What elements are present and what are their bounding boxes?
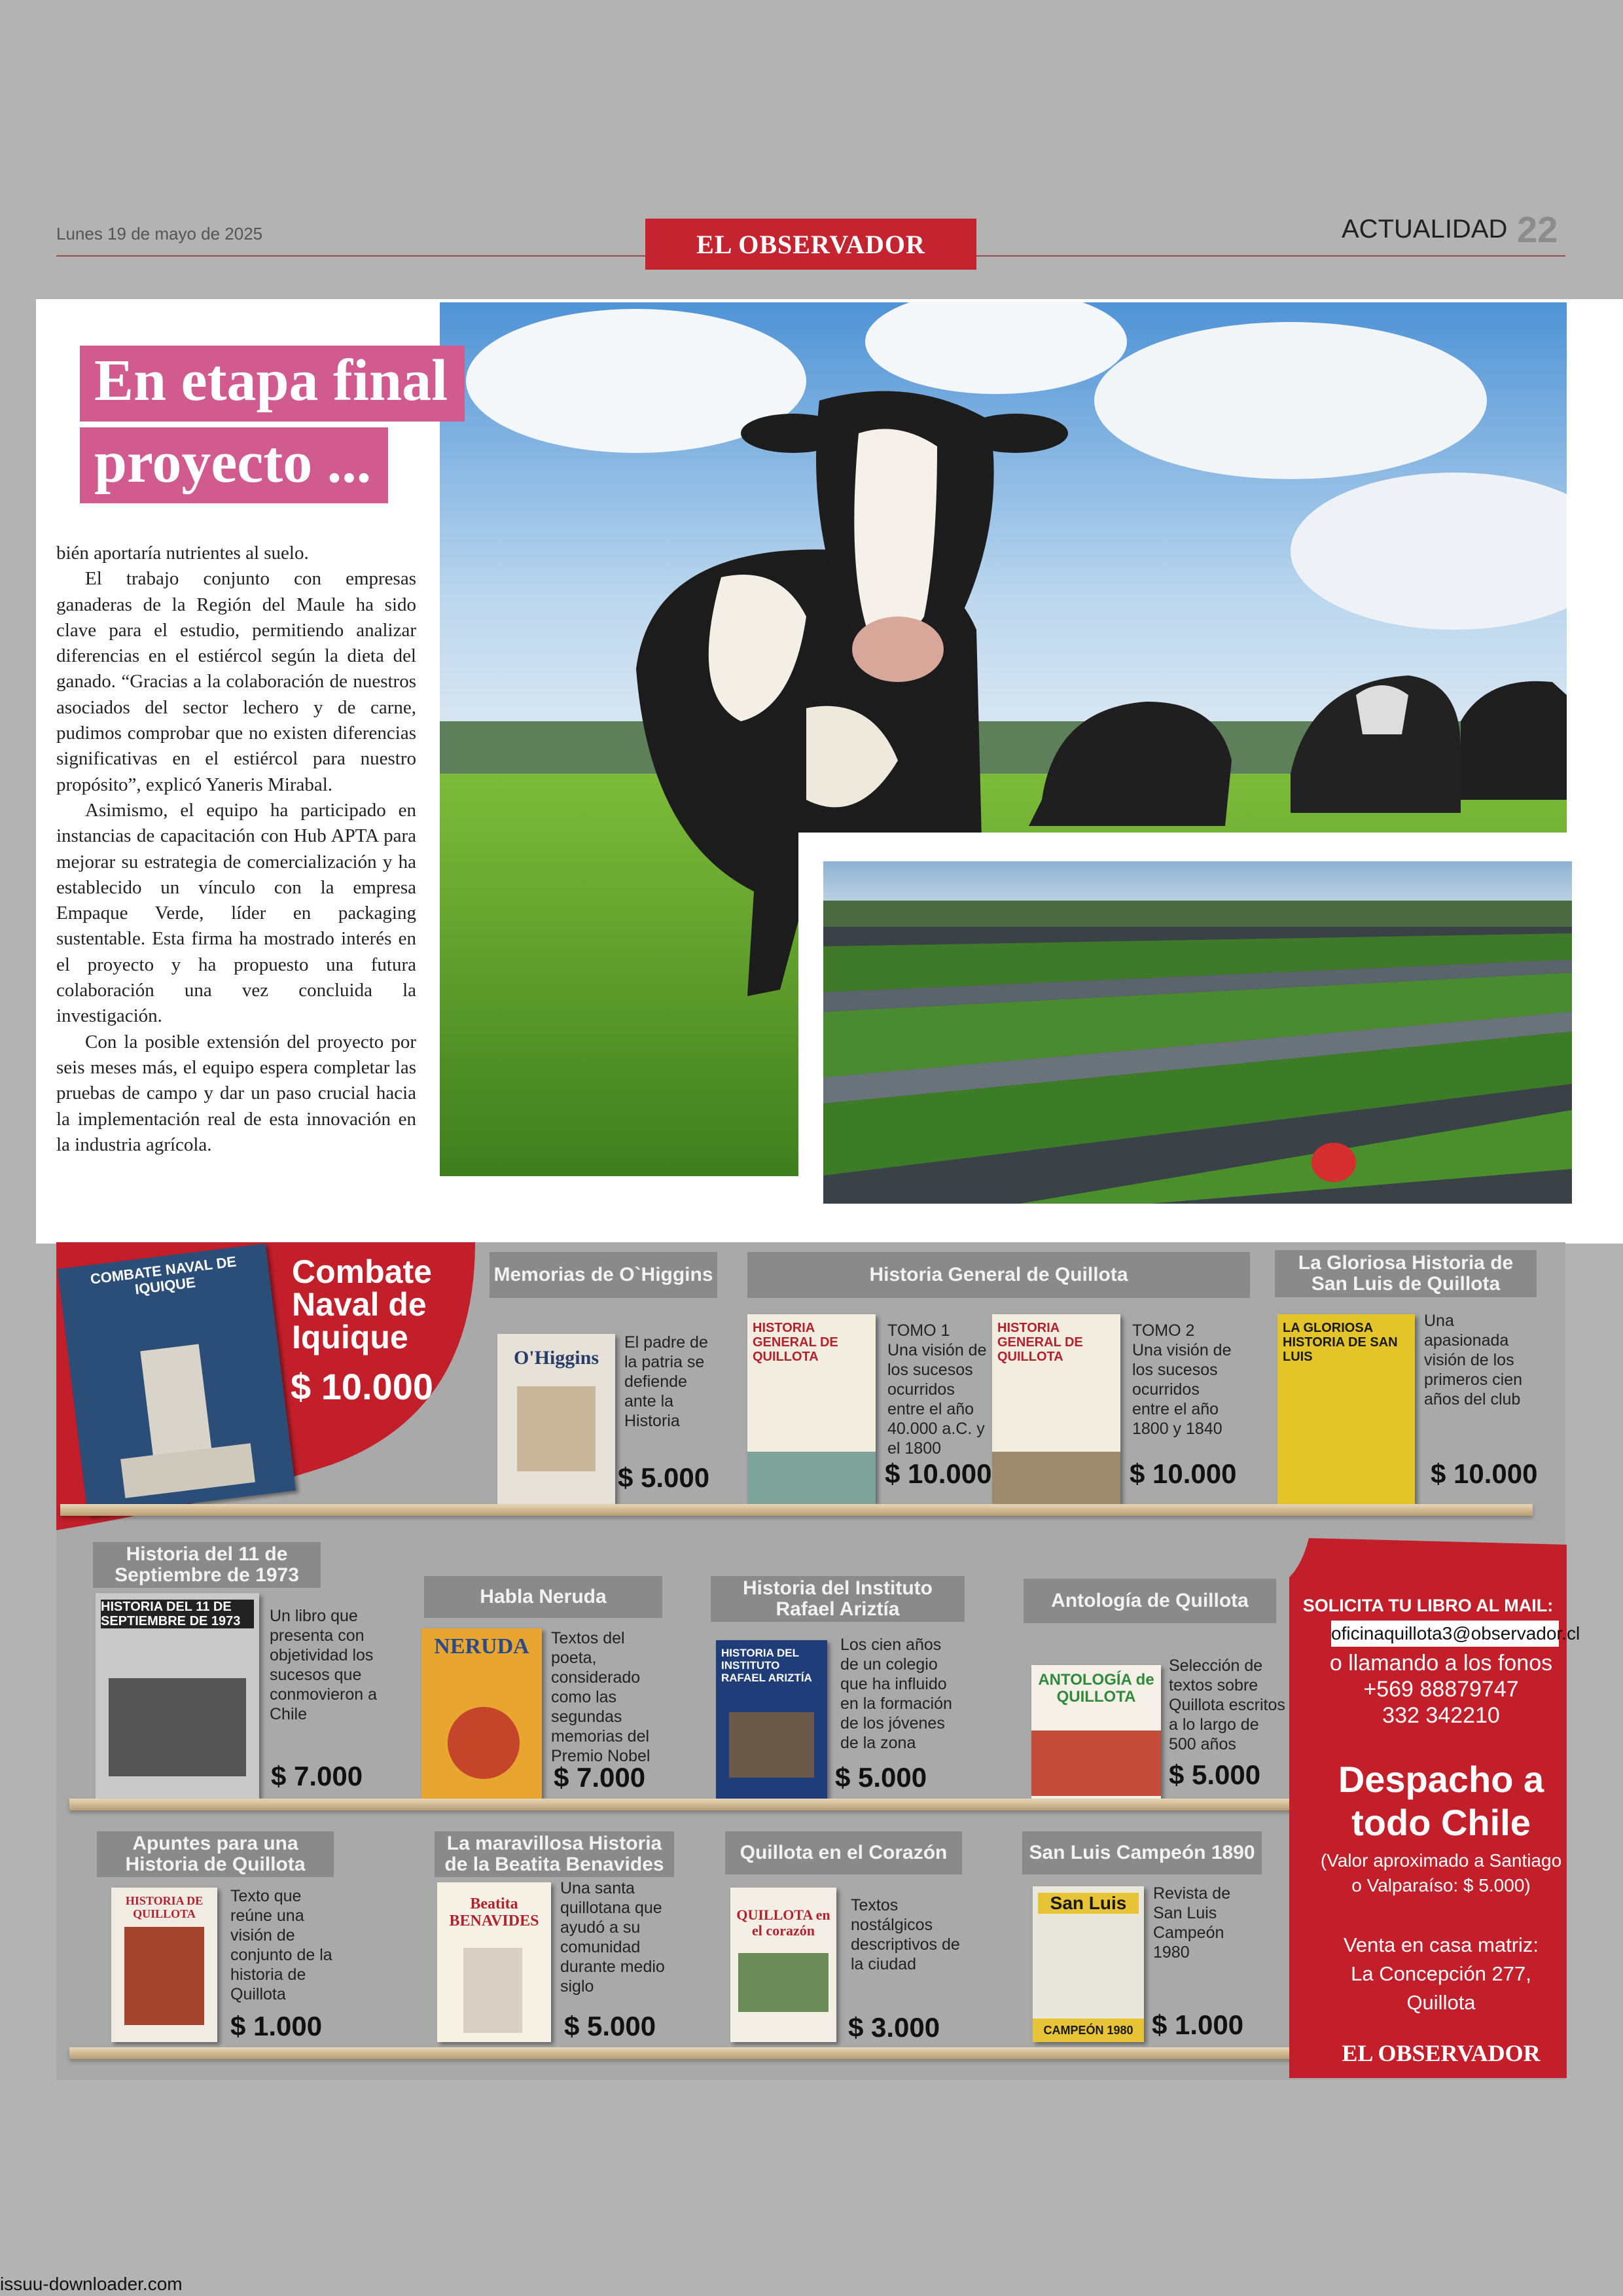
- article-body: [56, 541, 416, 1158]
- book-cover: HISTORIA DEL 11 DE SEPTIEMBRE DE 1973: [96, 1593, 259, 1799]
- book-price: $ 5.000: [564, 2011, 656, 2041]
- order-instructions: SOLICITA TU LIBRO AL MAIL:: [1302, 1596, 1554, 1615]
- book-cover: ANTOLOGÍA de QUILLOTA: [1031, 1665, 1161, 1799]
- shipping-heading: [1315, 1758, 1567, 1844]
- book-description: Una visión de los sucesos ocurridos entre el año 1800 y 1840: [1132, 1341, 1232, 1438]
- book-description: Textos del poeta, considerado como las segundas memorias del Premio Nobel: [551, 1629, 651, 1765]
- book-cover: San Luis CAMPEÓN 1980: [1033, 1886, 1144, 2042]
- book-cover: O'Higgins: [497, 1334, 615, 1504]
- book-cover: HISTORIA GENERAL DE QUILLOTA: [992, 1314, 1120, 1504]
- headline-line-2: proyecto ...: [80, 427, 388, 503]
- book-description: Texto que reúne una visión de conjunto de la historia de Quillota: [230, 1887, 332, 2003]
- featured-title-line-2: Naval de: [292, 1286, 427, 1323]
- book-title-line-1: Historia del 11 de: [126, 1543, 288, 1565]
- book-price: $ 3.000: [848, 2012, 940, 2043]
- featured-title: [292, 1255, 432, 1354]
- book-price: $ 5.000: [835, 1762, 927, 1793]
- shelf: [60, 1504, 1533, 1516]
- order-phone-intro: o llamando a los fonos: [1329, 1651, 1553, 1676]
- store-info-line-1: Venta en casa matriz:: [1343, 1933, 1539, 1956]
- book-title-line-1: La maravillosa Historia: [446, 1833, 662, 1854]
- book-cover: NERUDA: [421, 1628, 542, 1799]
- book-title-line-2: de la Beatita Benavides: [444, 1854, 664, 1875]
- shipping-note-line-1: (Valor aproximado a Santiago: [1320, 1850, 1562, 1871]
- paragraph: El trabajo conjunto con empresas ganaderas de la Región del Maule ha sido clave para el estudio, permitiendo analizar diferencias en el estiércol según la dieta del ganado. “Gracias a la colaboración de nuestros asociados del sector lechero y de carne, pudimos comprobar que no existen diferencias significativas en el estiércol para nuestro propósito”, explicó Yaneris Mirabal.: [56, 568, 416, 795]
- book-description: Una santa quillotana que ayudó a su comunidad durante medio siglo: [560, 1879, 665, 1996]
- paragraph: Con la posible extensión del proyecto por seis meses más, el equipo espera completar las pruebas de campo y dar un paso crucial hacia la implementación real de esta innovación en la industria agrícola.: [56, 1031, 416, 1155]
- headline-line-1: En etapa final: [80, 346, 465, 422]
- book-price: $ 5.000: [1169, 1759, 1261, 1790]
- book-title: Memorias de O`Higgins: [490, 1252, 717, 1298]
- shipping-heading-line-1: Despacho a: [1338, 1759, 1544, 1800]
- headline: [80, 346, 465, 509]
- book-cover: QUILLOTA en el corazón: [730, 1888, 836, 2042]
- store-info-line-3: Quillota: [1406, 1991, 1476, 2014]
- book-price: $ 1.000: [230, 2011, 323, 2041]
- cover-subtitle: CAMPEÓN 1980: [1033, 2018, 1144, 2042]
- book-title-line-2: Septiembre de 1973: [115, 1564, 299, 1586]
- book-cover: Beatita BENAVIDES: [437, 1882, 551, 2042]
- book-description: Textos nostálgicos descriptivos de la ciudad: [851, 1896, 960, 1973]
- book-title: [435, 1831, 674, 1877]
- book-description: Una apasionada visión de los primeros cien años del club: [1424, 1312, 1523, 1408]
- featured-title-line-1: Combate: [292, 1253, 432, 1290]
- book-description: Una visión de los sucesos ocurridos entre el año 40.000 a.C. y el 1800: [887, 1341, 987, 1458]
- shipping-heading-line-2: todo Chile: [1351, 1802, 1531, 1843]
- book-cover: HISTORIA GENERAL DE QUILLOTA: [747, 1314, 876, 1504]
- shipping-note-line-2: o Valparaíso: $ 5.000): [1351, 1875, 1531, 1895]
- book-title-line-1: Apuntes para una: [132, 1833, 298, 1854]
- book-title: San Luis Campeón 1890: [1022, 1831, 1262, 1874]
- book-price: $ 7.000: [271, 1761, 363, 1791]
- paragraph: Asimismo, el equipo ha participado en instancias de capacitación con Hub APTA para mejorar su estrategia de comercialización y ha establecido un vínculo con la empresa Empaque Verde, líder en packaging sustentable. Esta firma ha mostrado interés en el proyecto y ha propuesto una futura colaboración una vez concluida la investigación.: [56, 799, 416, 1027]
- book-price: $ 7.000: [554, 1762, 646, 1793]
- shelf: [69, 1799, 1300, 1810]
- featured-price: $ 10.000: [291, 1366, 433, 1407]
- book-title-line-2: San Luis de Quillota: [1311, 1273, 1501, 1295]
- book-title-line-2: Rafael Ariztía: [776, 1598, 900, 1620]
- book-cover: HISTORIA DEL INSTITUTO RAFAEL ARIZTÍA: [716, 1640, 827, 1799]
- store-info: [1315, 1931, 1567, 2017]
- book-title-line-1: Historia del Instituto: [742, 1577, 933, 1599]
- order-email: oficinaquillota3@observador.cl: [1331, 1621, 1559, 1647]
- book-title: Quillota en el Corazón: [725, 1831, 962, 1874]
- book-title: [93, 1542, 321, 1588]
- order-phone-1: +569 88879747: [1363, 1677, 1519, 1702]
- book-title: Historia General de Quillota: [747, 1252, 1250, 1298]
- book-price: $ 10.000: [1130, 1458, 1237, 1489]
- masthead: EL OBSERVADOR: [645, 219, 976, 270]
- book-description: El padre de la patria se defiende ante la Historia: [624, 1333, 708, 1430]
- book-description: Selección de textos sobre Quillota escritos a lo largo de 500 años: [1169, 1657, 1285, 1753]
- book-description: Los cien años de un colegio que ha influido en la formación de los jóvenes de la zona: [840, 1636, 952, 1752]
- book-cover: HISTORIA DE QUILLOTA: [111, 1888, 217, 2042]
- page-number: 22: [1517, 209, 1558, 250]
- book-price: $ 5.000: [618, 1462, 710, 1493]
- section-name: ACTUALIDAD: [1342, 215, 1508, 243]
- paragraph: bién aportaría nutrientes al suelo.: [56, 543, 309, 564]
- featured-book-cover: COMBATE NAVAL DE IQUIQUE: [58, 1244, 296, 1516]
- store-info-line-2: La Concepción 277,: [1351, 1962, 1531, 1985]
- book-title: [97, 1831, 334, 1877]
- book-description: Revista de San Luis Campeón 1980: [1153, 1884, 1231, 1962]
- book-subtitle: TOMO 2: [1132, 1321, 1195, 1340]
- book-title-line-2: Historia de Quillota: [125, 1854, 306, 1875]
- book-title: [711, 1576, 965, 1622]
- shipping-note: [1315, 1848, 1567, 1898]
- book-subtitle: TOMO 1: [887, 1321, 950, 1340]
- featured-title-line-3: Iquique: [292, 1319, 408, 1355]
- book-price: $ 10.000: [1431, 1458, 1538, 1489]
- book-description: Un libro que presenta con objetividad los sucesos que conmovieron a Chile: [270, 1607, 377, 1723]
- strawberry-field-photo: [823, 861, 1572, 1204]
- book-title: Antología de Quillota: [1024, 1579, 1276, 1623]
- book-title-line-1: La Gloriosa Historia de: [1298, 1252, 1514, 1274]
- book-title: Habla Neruda: [424, 1576, 662, 1618]
- watermark: issuu-downloader.com: [0, 2274, 183, 2294]
- book-price: $ 10.000: [885, 1458, 992, 1489]
- book-cover: LA GLORIOSA HISTORIA DE SAN LUIS: [1277, 1314, 1415, 1504]
- order-panel: [1289, 1538, 1580, 2078]
- issue-date: Lunes 19 de mayo de 2025: [56, 224, 263, 243]
- order-phone-2: 332 342210: [1382, 1703, 1500, 1728]
- shelf: [69, 2047, 1300, 2059]
- book-price: $ 1.000: [1152, 2009, 1244, 2040]
- book-title: [1275, 1250, 1537, 1297]
- brand-logo: EL OBSERVADOR: [1342, 2040, 1541, 2066]
